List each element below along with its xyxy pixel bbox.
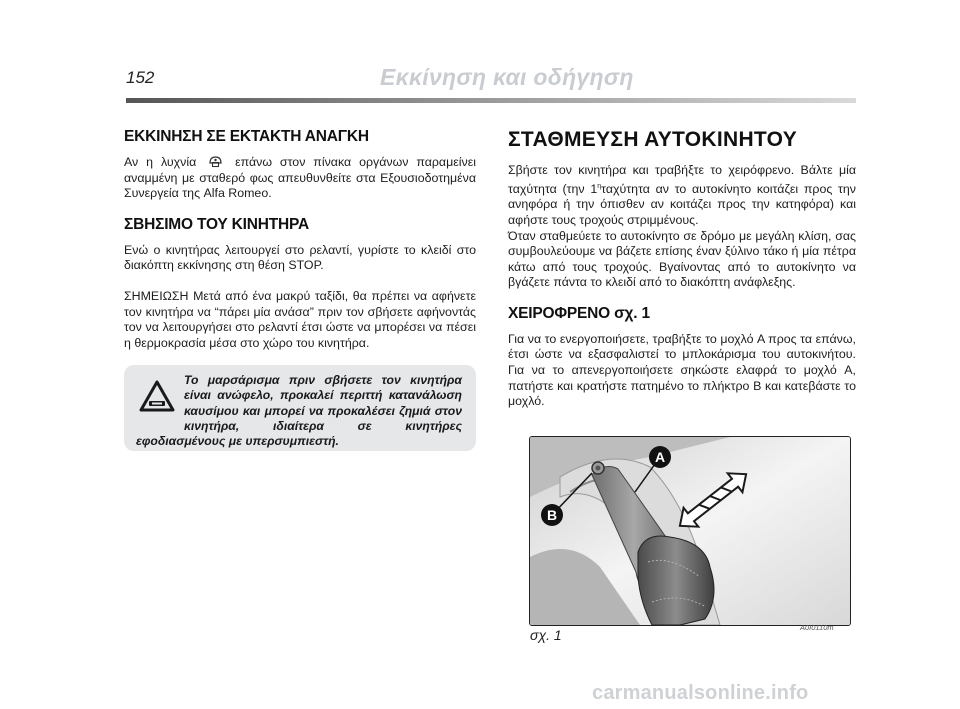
parking-heading: ΣΤΑΘΜΕΥΣΗ ΑΥΤΟΚΙΝΗΤΟΥ (508, 128, 798, 151)
emergency-start-text (124, 155, 476, 202)
figure-code: A0I0110m (800, 623, 834, 632)
parking-text-end: ταχύτητα αν το αυτοκίνητο κοιτάζει προς την ανηφόρα ή την όπισθεν αν κοιτάζει προς την κατηφόρα) και αφήστε τους τροχούς στριμμένους. (508, 181, 857, 227)
footer-watermark: carmanualsonline.info (592, 682, 809, 704)
left-column (124, 128, 476, 351)
parking-paragraph-2: Όταν σταθμεύετε το αυτοκίνητο σε δρόμο με μεγάλη κλίση, σας συμβουλεύουμε να βάζετε επίσης έναν ξύλινο τάκο ή μία πέτρα κάτω από τους τροχούς. Βγαίνοντας από το αυτοκίνητο να βγάζετε πάντα το κλειδί από το διακόπτη ανάφλεξης. (508, 228, 856, 290)
parking-text-start: Σβήστε τον κινητήρα και τραβήξτε το χειρόφρενο. Βάλτε μία ταχύτητα (την 1 (508, 163, 856, 196)
handbrake-illustration (530, 437, 850, 625)
handbrake-paragraph: Για να το ενεργοποιήσετε, τραβήξτε το μοχλό A προς τα επάνω, έτσι ώστε να εξασφαλιστεί το μπλοκάρισμα του αυτοκινήτου. Για να το απενεργοποιήσετε σηκώστε ελαφρά το μοχλό A, πατήστε και κρατήστε πατημένο το πλήκτρο B και κατεβάστε το μοχλό. (508, 331, 856, 409)
warning-text: Το μαρσάρισμα πριν σβήσετε τον κινητήρα είναι ανώφελο, προκαλεί περιττή κατανάλωση καυσίμου και μπορεί να προκαλέσει ζημιά στον κινητήρα, ιδιαίτερα σε κινητήρες εφοδιασμένους με υπερσυμπιεστή. (136, 373, 462, 449)
engine-off-heading: ΣΒΗΣΙΜΟ ΤΟΥ ΚΙΝΗΤΗΡΑ (124, 215, 309, 233)
label-b: B (546, 507, 558, 523)
warning-text-block (136, 373, 462, 449)
handbrake-figure (529, 436, 851, 626)
header-rule (126, 98, 856, 103)
warning-triangle-icon (138, 379, 176, 413)
parking-paragraph-1 (508, 163, 856, 229)
figure-caption: σχ. 1 (530, 627, 562, 643)
emergency-text-start: Αν η λυχνία (124, 155, 197, 169)
label-a: A (654, 449, 666, 465)
immobilizer-lamp-icon (207, 155, 224, 168)
warning-box (124, 365, 476, 451)
chapter-title: Εκκίνηση και οδήγηση (380, 64, 634, 90)
engine-off-paragraph: Ενώ ο κινητήρας λειτουργεί στο ρελαντί, γυρίστε το κλειδί στο διακόπτη εκκίνησης στη θέση STOP. (124, 242, 476, 273)
page-header (126, 64, 856, 108)
emergency-start-heading: ΕΚΚΙΝΗΣΗ ΣΕ ΕΚΤΑΚΤΗ ΑΝΑΓΚΗ (124, 128, 369, 145)
emergency-text-end: επάνω στον πίνακα οργάνων παραμείνει αναμμένη με σταθερό φως απευθυνθείτε στα Εξουσιοδοτημένα Συνεργεία της Alfa Romeo. (124, 155, 476, 201)
superscript-ordinal: η (597, 182, 602, 190)
page-number: 152 (126, 68, 155, 87)
handbrake-heading: ΧΕΙΡΟΦΡΕΝΟ σχ. 1 (508, 304, 650, 322)
engine-off-note: ΣΗΜΕΙΩΣΗ Μετά από ένα μακρύ ταξίδι, θα πρέπει να αφήνετε τον κινητήρα να “πάρει μία ανάσα” πριν τον σβήσετε αφήνοντάς τον να λειτουργήσει στο ρελαντί έτσι ώστε να μπορέσει να πέσει η θερμοκρασία μέσα στο χώρο του κινητήρα. (124, 288, 476, 350)
right-column (508, 128, 856, 410)
